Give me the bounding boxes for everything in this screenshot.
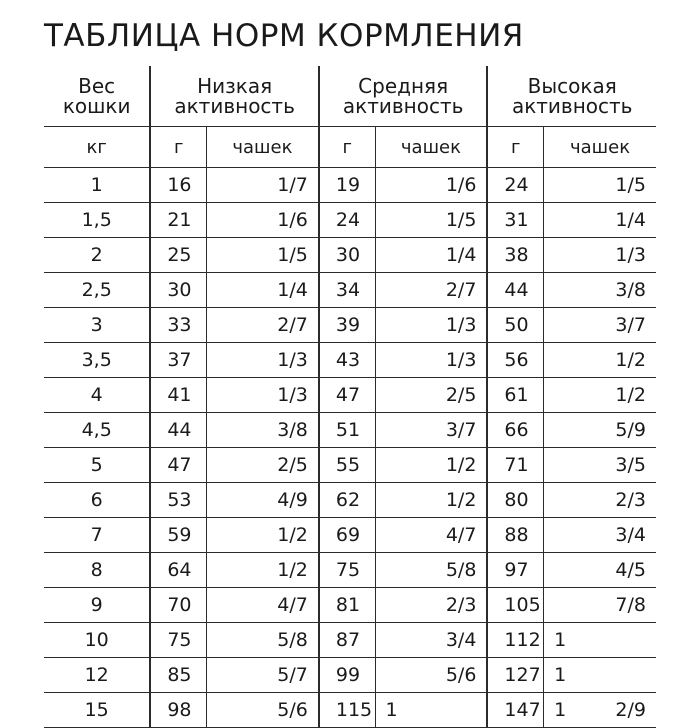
mid-cups-cell: 1/3 — [375, 308, 487, 343]
low-cups-cell: 1/2 — [207, 553, 319, 588]
mid-cups-cell: 3/7 — [375, 413, 487, 448]
mid-cups-cell: 1 — [375, 693, 487, 728]
weight-cell: 2,5 — [44, 273, 150, 308]
high-grams-cell: 97 — [487, 553, 543, 588]
mid-cups-cell: 2/5 — [375, 378, 487, 413]
mid-grams-cell: 62 — [319, 483, 375, 518]
header-weight — [44, 66, 150, 127]
weight-cell: 2 — [44, 238, 150, 273]
low-cups-cell: 5/6 — [207, 693, 319, 728]
weight-cell: 3,5 — [44, 343, 150, 378]
mid-cups-cell: 3/4 — [375, 623, 487, 658]
mid-grams-cell: 81 — [319, 588, 375, 623]
low-cups-cell: 5/8 — [207, 623, 319, 658]
weight-cell: 4,5 — [44, 413, 150, 448]
mid-grams-cell: 19 — [319, 168, 375, 203]
high-cups-cell — [544, 693, 656, 728]
high-grams-cell: 61 — [487, 378, 543, 413]
weight-cell: 12 — [44, 658, 150, 693]
header-low-line2: активность — [174, 94, 295, 118]
unit-kg: кг — [44, 127, 150, 168]
feeding-table — [44, 66, 656, 728]
low-grams-cell: 33 — [150, 308, 206, 343]
mid-grams-cell: 75 — [319, 553, 375, 588]
high-grams-cell: 80 — [487, 483, 543, 518]
mid-grams-cell: 99 — [319, 658, 375, 693]
low-grams-cell: 16 — [150, 168, 206, 203]
table-row — [44, 518, 656, 553]
unit-cups-mid: чашек — [375, 127, 487, 168]
high-cups-cell: 1/4 — [544, 203, 656, 238]
high-grams-cell: 147 — [487, 693, 543, 728]
cups-fraction-part: 2/9 — [615, 699, 646, 721]
mid-grams-cell: 39 — [319, 308, 375, 343]
mid-grams-cell: 34 — [319, 273, 375, 308]
table-row — [44, 308, 656, 343]
table-header-row — [44, 66, 656, 127]
weight-cell: 5 — [44, 448, 150, 483]
high-grams-cell: 24 — [487, 168, 543, 203]
weight-cell: 9 — [44, 588, 150, 623]
low-cups-cell: 2/5 — [207, 448, 319, 483]
low-cups-cell: 1/2 — [207, 518, 319, 553]
high-cups-cell: 3/5 — [544, 448, 656, 483]
low-cups-cell: 4/7 — [207, 588, 319, 623]
mid-grams-cell: 55 — [319, 448, 375, 483]
low-grams-cell: 59 — [150, 518, 206, 553]
table-row — [44, 448, 656, 483]
table-row — [44, 413, 656, 448]
low-grams-cell: 44 — [150, 413, 206, 448]
low-grams-cell: 75 — [150, 623, 206, 658]
low-grams-cell: 41 — [150, 378, 206, 413]
header-high-line1: Высокая — [527, 74, 617, 98]
weight-cell: 3 — [44, 308, 150, 343]
high-cups-cell: 3/4 — [544, 518, 656, 553]
table-row — [44, 483, 656, 518]
mid-cups-cell: 2/7 — [375, 273, 487, 308]
high-cups-cell: 2/3 — [544, 483, 656, 518]
weight-cell: 8 — [44, 553, 150, 588]
header-low-line1: Низкая — [197, 74, 273, 98]
mid-cups-cell: 1/2 — [375, 448, 487, 483]
weight-cell: 1 — [44, 168, 150, 203]
high-cups-cell: 1/5 — [544, 168, 656, 203]
table-row — [44, 343, 656, 378]
header-low-activity — [150, 66, 319, 127]
low-cups-cell: 4/9 — [207, 483, 319, 518]
mid-cups-cell: 5/8 — [375, 553, 487, 588]
unit-g-mid: г — [319, 127, 375, 168]
mid-cups-cell: 1/4 — [375, 238, 487, 273]
header-high-activity — [487, 66, 656, 127]
mid-cups-cell: 4/7 — [375, 518, 487, 553]
low-cups-cell: 1/4 — [207, 273, 319, 308]
weight-cell: 1,5 — [44, 203, 150, 238]
unit-g-low: г — [150, 127, 206, 168]
high-grams-cell: 66 — [487, 413, 543, 448]
low-grams-cell: 25 — [150, 238, 206, 273]
table-row — [44, 623, 656, 658]
mid-grams-cell: 47 — [319, 378, 375, 413]
unit-cups-high: чашек — [544, 127, 656, 168]
high-grams-cell: 127 — [487, 658, 543, 693]
high-grams-cell: 56 — [487, 343, 543, 378]
low-grams-cell: 98 — [150, 693, 206, 728]
weight-cell: 10 — [44, 623, 150, 658]
high-grams-cell: 50 — [487, 308, 543, 343]
high-cups-cell: 1/2 — [544, 378, 656, 413]
mid-grams-cell: 30 — [319, 238, 375, 273]
low-grams-cell: 70 — [150, 588, 206, 623]
mid-grams-cell: 43 — [319, 343, 375, 378]
header-mid-line1: Средняя — [358, 74, 449, 98]
high-grams-cell: 44 — [487, 273, 543, 308]
table-row — [44, 588, 656, 623]
mid-cups-cell: 1/5 — [375, 203, 487, 238]
high-cups-cell: 1 — [544, 658, 656, 693]
high-cups-cell: 1 — [544, 623, 656, 658]
low-cups-cell: 1/5 — [207, 238, 319, 273]
weight-cell: 6 — [44, 483, 150, 518]
high-grams-cell: 105 — [487, 588, 543, 623]
low-grams-cell: 30 — [150, 273, 206, 308]
table-row — [44, 378, 656, 413]
low-grams-cell: 37 — [150, 343, 206, 378]
mid-cups-cell: 1/6 — [375, 168, 487, 203]
unit-cups-low: чашек — [207, 127, 319, 168]
mid-cups-cell: 5/6 — [375, 658, 487, 693]
high-cups-cell: 1/2 — [544, 343, 656, 378]
unit-g-high: г — [487, 127, 543, 168]
high-cups-cell: 5/9 — [544, 413, 656, 448]
mid-grams-cell: 51 — [319, 413, 375, 448]
low-cups-cell: 2/7 — [207, 308, 319, 343]
weight-cell: 4 — [44, 378, 150, 413]
high-cups-cell: 7/8 — [544, 588, 656, 623]
high-cups-cell: 3/7 — [544, 308, 656, 343]
low-cups-cell: 3/8 — [207, 413, 319, 448]
high-grams-cell: 71 — [487, 448, 543, 483]
table-row — [44, 273, 656, 308]
table-row — [44, 693, 656, 728]
mid-grams-cell: 115 — [319, 693, 375, 728]
high-grams-cell: 31 — [487, 203, 543, 238]
header-mid-activity — [319, 66, 488, 127]
mid-cups-cell: 1/3 — [375, 343, 487, 378]
mid-grams-cell: 87 — [319, 623, 375, 658]
high-grams-cell: 38 — [487, 238, 543, 273]
high-grams-cell: 88 — [487, 518, 543, 553]
low-cups-cell: 1/3 — [207, 378, 319, 413]
mid-grams-cell: 69 — [319, 518, 375, 553]
high-cups-cell: 3/8 — [544, 273, 656, 308]
low-grams-cell: 53 — [150, 483, 206, 518]
header-high-line2: активность — [511, 94, 633, 118]
table-row — [44, 203, 656, 238]
cups-whole-part: 1 — [554, 699, 567, 721]
low-grams-cell: 21 — [150, 203, 206, 238]
low-cups-cell: 1/3 — [207, 343, 319, 378]
weight-cell: 15 — [44, 693, 150, 728]
header-mid-line2: активность — [342, 94, 464, 118]
table-row — [44, 238, 656, 273]
low-cups-cell: 1/6 — [207, 203, 319, 238]
page-title: ТАБЛИЦА НОРМ КОРМЛЕНИЯ — [44, 18, 524, 54]
header-weight-line1: Вес — [78, 74, 116, 98]
low-cups-cell: 1/7 — [207, 168, 319, 203]
low-grams-cell: 47 — [150, 448, 206, 483]
mid-cups-cell: 1/2 — [375, 483, 487, 518]
table-row — [44, 658, 656, 693]
header-weight-line2: кошки — [62, 94, 131, 118]
high-cups-cell: 4/5 — [544, 553, 656, 588]
mid-grams-cell: 24 — [319, 203, 375, 238]
mid-cups-cell: 2/3 — [375, 588, 487, 623]
low-cups-cell: 5/7 — [207, 658, 319, 693]
high-cups-cell: 1/3 — [544, 238, 656, 273]
high-grams-cell: 112 — [487, 623, 543, 658]
weight-cell: 7 — [44, 518, 150, 553]
low-grams-cell: 85 — [150, 658, 206, 693]
table-row — [44, 168, 656, 203]
low-grams-cell: 64 — [150, 553, 206, 588]
table-row — [44, 553, 656, 588]
table-units-row — [44, 127, 656, 168]
